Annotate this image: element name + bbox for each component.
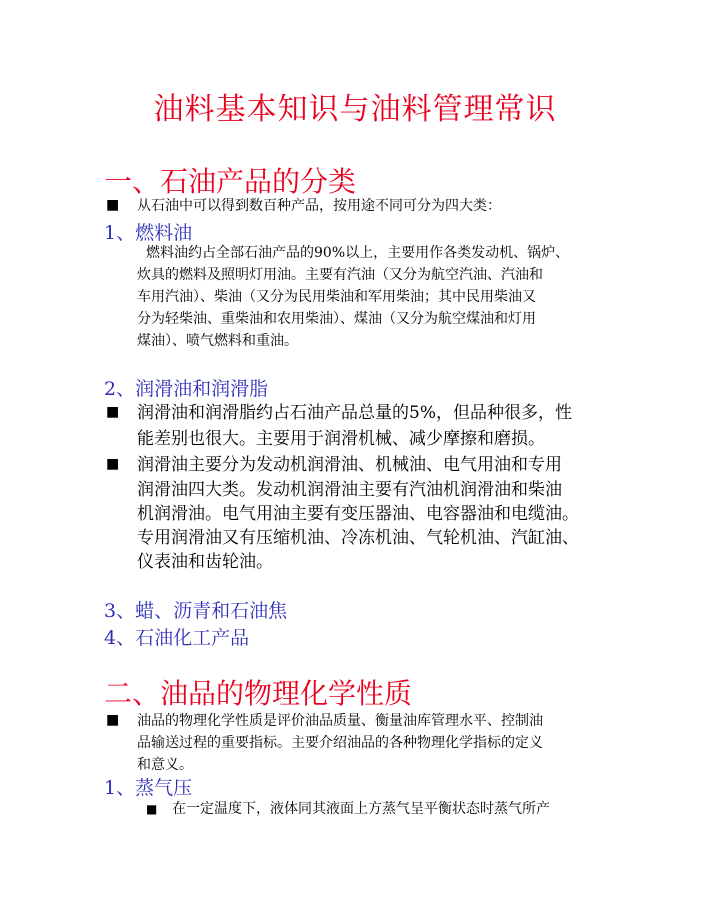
fuel-paragraph-line: 燃料油约占全部石油产品的90%以上，主要用作各类发动机、锅炉、	[146, 245, 570, 261]
page-title: 油料基本知识与油料管理常识	[153, 92, 557, 127]
lubricant-paragraph-line: 润滑油四大类。发动机润滑油主要有汽油机润滑油和柴油	[137, 480, 562, 500]
bullet-icon: ■	[106, 712, 120, 728]
fuel-paragraph-line: 车用汽油）、柴油（又分为民用柴油和军用柴油；其中民用柴油又	[137, 289, 536, 305]
lubricant-paragraph-line: 能差别也很大。主要用于润滑机械、减少摩擦和磨损。	[137, 429, 545, 449]
lubricant-paragraph-line: 机润滑油。电气用油主要有变压器油、电容器油和电缆油。	[137, 504, 579, 524]
subheading-lubricants: 2、润滑油和润滑脂	[104, 378, 269, 400]
fuel-paragraph-line: 炊具的燃料及照明灯用油。主要有汽油（又分为航空汽油、汽油和	[137, 267, 543, 283]
bullet-icon: ■	[106, 404, 120, 420]
vapor-pressure-line: 在一定温度下，液体同其液面上方蒸气呈平衡状态时蒸气所产	[172, 801, 550, 817]
fuel-paragraph-line: 分为轻柴油、重柴油和农用柴油）、煤油（又分为航空煤油和灯用	[137, 311, 536, 327]
section-2-intro-line: 油品的物理化学性质是评价油品质量、衡量油库管理水平、控制油	[137, 713, 543, 729]
section-2-intro-line: 和意义。	[137, 757, 193, 773]
fuel-paragraph-line: 煤油）、喷气燃料和重油。	[137, 333, 298, 349]
section-1-intro: 从石油中可以得到数百种产品，按用途不同可分为四大类：	[137, 198, 501, 214]
section-heading-2: 二、油品的物理化学性质	[104, 677, 413, 710]
lubricant-paragraph-line: 专用润滑油又有压缩机油、冷冻机油、气轮机油、汽缸油、	[137, 528, 579, 548]
subheading-wax-asphalt: 3、蜡、沥青和石油焦	[104, 600, 288, 622]
section-heading-1: 一、石油产品的分类	[104, 165, 357, 198]
subheading-petrochemicals: 4、石油化工产品	[104, 627, 250, 649]
bullet-icon: ■	[146, 802, 158, 816]
bullet-icon: ■	[106, 197, 120, 213]
section-2-intro-line: 品输送过程的重要指标。主要介绍油品的各种物理化学指标的定义	[137, 735, 543, 751]
subheading-fuel-oil: 1、燃料油	[104, 222, 193, 244]
lubricant-paragraph-line: 仪表油和齿轮油。	[137, 552, 273, 572]
lubricant-paragraph-line: 润滑油和润滑脂约占石油产品总量的5%，但品种很多，性	[137, 403, 572, 423]
bullet-icon: ■	[106, 456, 120, 472]
lubricant-paragraph-line: 润滑油主要分为发动机润滑油、机械油、电气用油和专用	[137, 455, 562, 475]
subheading-vapor-pressure: 1、蒸气压	[104, 777, 193, 799]
